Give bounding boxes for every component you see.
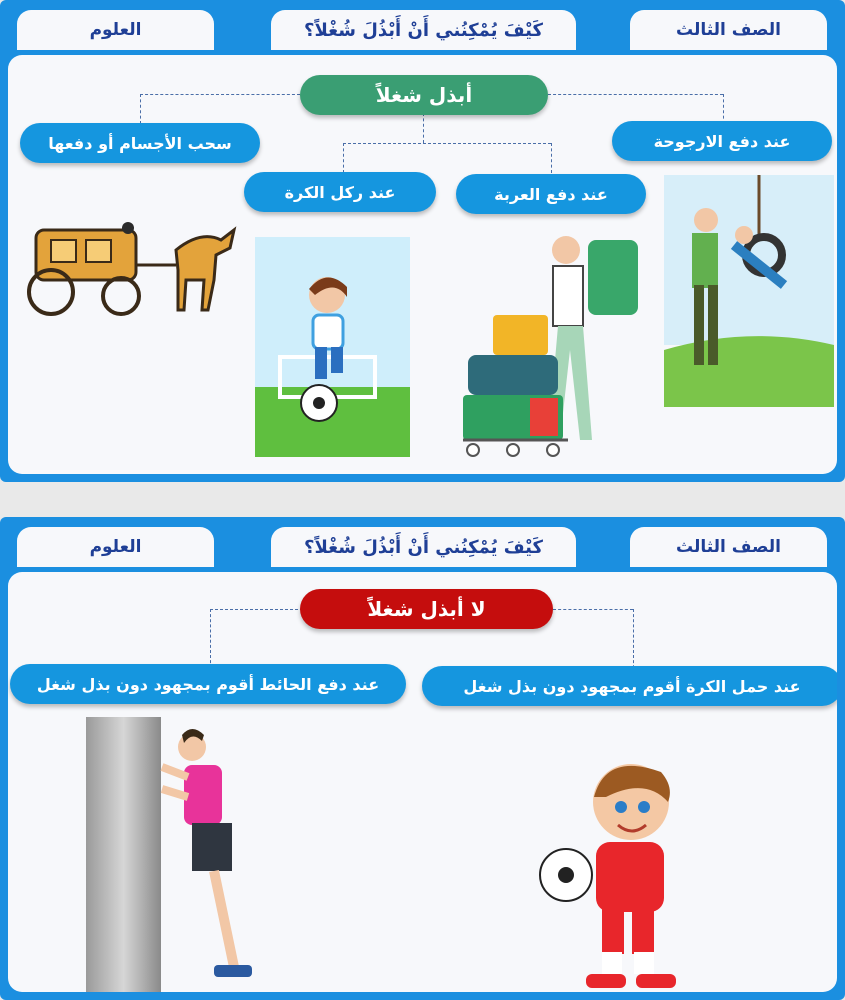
push-wall-label: عند دفع الحائط أقوم بمجهود دون بذل شغل bbox=[10, 664, 406, 704]
connector-line bbox=[553, 609, 633, 610]
subject-tab[interactable]: العلوم bbox=[17, 527, 214, 567]
lesson-title-tab[interactable]: كَيْفَ يُمْكِنُني أَنْ أَبْذُلَ شُغْلاً؟ bbox=[271, 527, 576, 567]
content-panel bbox=[8, 572, 837, 992]
connector-line bbox=[210, 609, 303, 610]
connector-line bbox=[548, 94, 723, 95]
grade-tab[interactable]: الصف الثالث bbox=[630, 10, 827, 50]
connector-line bbox=[423, 113, 424, 143]
connector-line bbox=[723, 94, 724, 124]
connector-line bbox=[343, 143, 551, 144]
lesson-title-tab[interactable]: كَيْفَ يُمْكِنُني أَنْ أَبْذُلَ شُغْلاً؟ bbox=[271, 10, 576, 50]
content-panel bbox=[8, 55, 837, 474]
horse-carriage-illustration bbox=[16, 210, 246, 320]
push-cart-label: عند دفع العربة bbox=[456, 174, 646, 214]
push-swing-label: عند دفع الارجوحة bbox=[612, 121, 832, 161]
grade-tab[interactable]: الصف الثالث bbox=[630, 527, 827, 567]
slide-do-work bbox=[0, 0, 845, 482]
do-work-label: أبذل شغلاً bbox=[300, 75, 548, 115]
slide-no-work bbox=[0, 517, 845, 1000]
boy-carrying-ball-illustration bbox=[536, 757, 696, 992]
no-work-label: لا أبذل شغلاً bbox=[300, 589, 553, 629]
subject-tab[interactable]: العلوم bbox=[17, 10, 214, 50]
connector-line bbox=[140, 94, 141, 124]
connector-line bbox=[551, 143, 552, 173]
carry-ball-label: عند حمل الكرة أقوم بمجهود دون بذل شغل bbox=[422, 666, 837, 706]
pull-push-objects-label: سحب الأجسام أو دفعها bbox=[20, 123, 260, 163]
man-pushing-wall-illustration bbox=[84, 717, 254, 992]
kick-ball-label: عند ركل الكرة bbox=[244, 172, 436, 212]
girl-kicking-ball-illustration bbox=[255, 237, 410, 457]
connector-line bbox=[140, 94, 300, 95]
man-pushing-cart-illustration bbox=[458, 230, 653, 460]
swing-push-illustration bbox=[664, 175, 834, 407]
connector-line bbox=[343, 143, 344, 173]
